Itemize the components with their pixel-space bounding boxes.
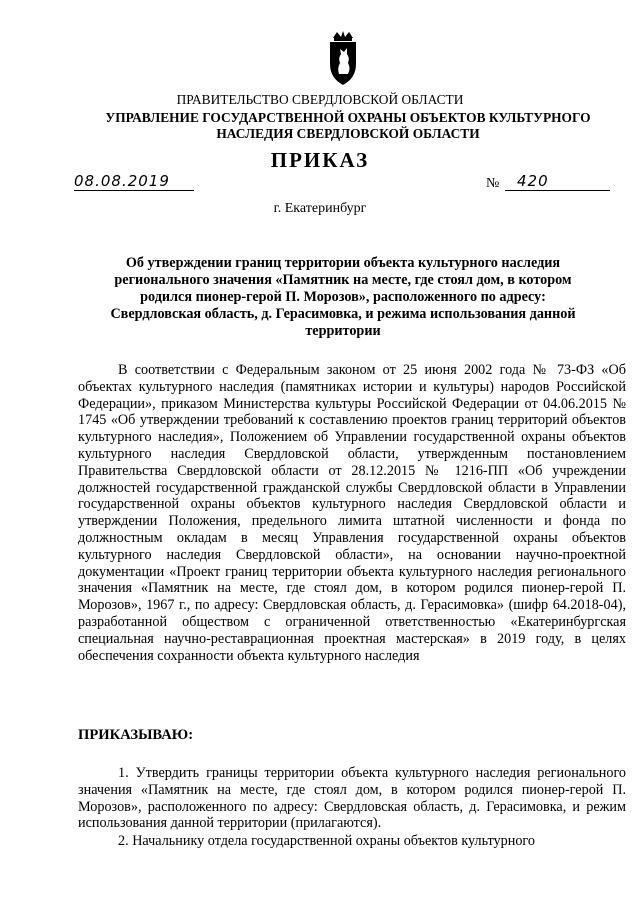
document-type: ПРИКАЗ	[270, 148, 370, 172]
order-item-1: 1. Утвердить границы территории объекта культурного наследия регионального значения «Памятник на месте, где стоял дом, в котором родился пионер-герой П. Морозов», расположенного по адресу: Свердловская область, д. Герасимовка, и режим использования данной территории (прилагаются).	[78, 765, 626, 832]
order-item-2: 2. Начальнику отдела государственной охраны объектов культурного	[118, 833, 535, 849]
coat-of-arms-icon	[323, 30, 363, 88]
number-label: №	[486, 176, 500, 191]
preamble-paragraph: В соответствии с Федеральным законом от 25 июня 2002 года № 73-ФЗ «Об объектах культурного наследия (памятниках истории и культуры) народов Российской Федерации», приказом Министерства культуры Российской Федерации от 04.06.2015 № 1745 «Об утверждении требований к составлению проектов границ территорий объектов культурного наследия», Положением об Управлении государственной охраны объектов культурного наследия Свердловской области, утвержденным постановлением Правительства Свердловской области от 28.12.2015 № 1216-ПП «Об учреждении должностей государственной гражданской службы Свердловской области в Управлении государственной охраны объектов культурного наследия Свердловской области и утверждении Положения, предельного лимита штатной численности и фонда по должностным окладам в месяц Управления государственной охраны объектов культурного наследия Свердловской области», на основании научно-проектной документации «Проект границ территории объекта культурного наследия регионального значения «Памятник на месте, где стоял дом, в котором родился пионер-герой П. Морозов», 1967 г., по адресу: Свердловская область, д. Герасимовка» (шифр 64.2018-04), разработанной обществом с ограниченной ответственностью «Екатеринбургская специальная научно-реставрационная проектная мастерская» в 2019 году, в целях обеспечения сохранности объекта культурного наследия	[78, 362, 626, 664]
organization-name: УПРАВЛЕНИЕ ГОСУДАРСТВЕННОЙ ОХРАНЫ ОБЪЕКТОВ КУЛЬТУРНОГО НАСЛЕДИЯ СВЕРДЛОВСКОЙ ОБЛАСТИ	[105, 110, 591, 141]
document-date: 08.08.2019	[74, 172, 194, 191]
document-number: 420	[505, 172, 610, 191]
document-subject: Об утверждении границ территории объекта культурного наследия регионального значения «Памятник на месте, где стоял дом, в котором родился пионер-герой П. Морозов», расположенного по адресу: Свердловская область, д. Герасимовка, и режима использования данной территории	[110, 255, 576, 339]
government-name: ПРАВИТЕЛЬСТВО СВЕРДЛОВСКОЙ ОБЛАСТИ	[176, 92, 464, 107]
order-word: ПРИКАЗЫВАЮ:	[78, 727, 194, 743]
city: г. Екатеринбург	[273, 201, 367, 216]
